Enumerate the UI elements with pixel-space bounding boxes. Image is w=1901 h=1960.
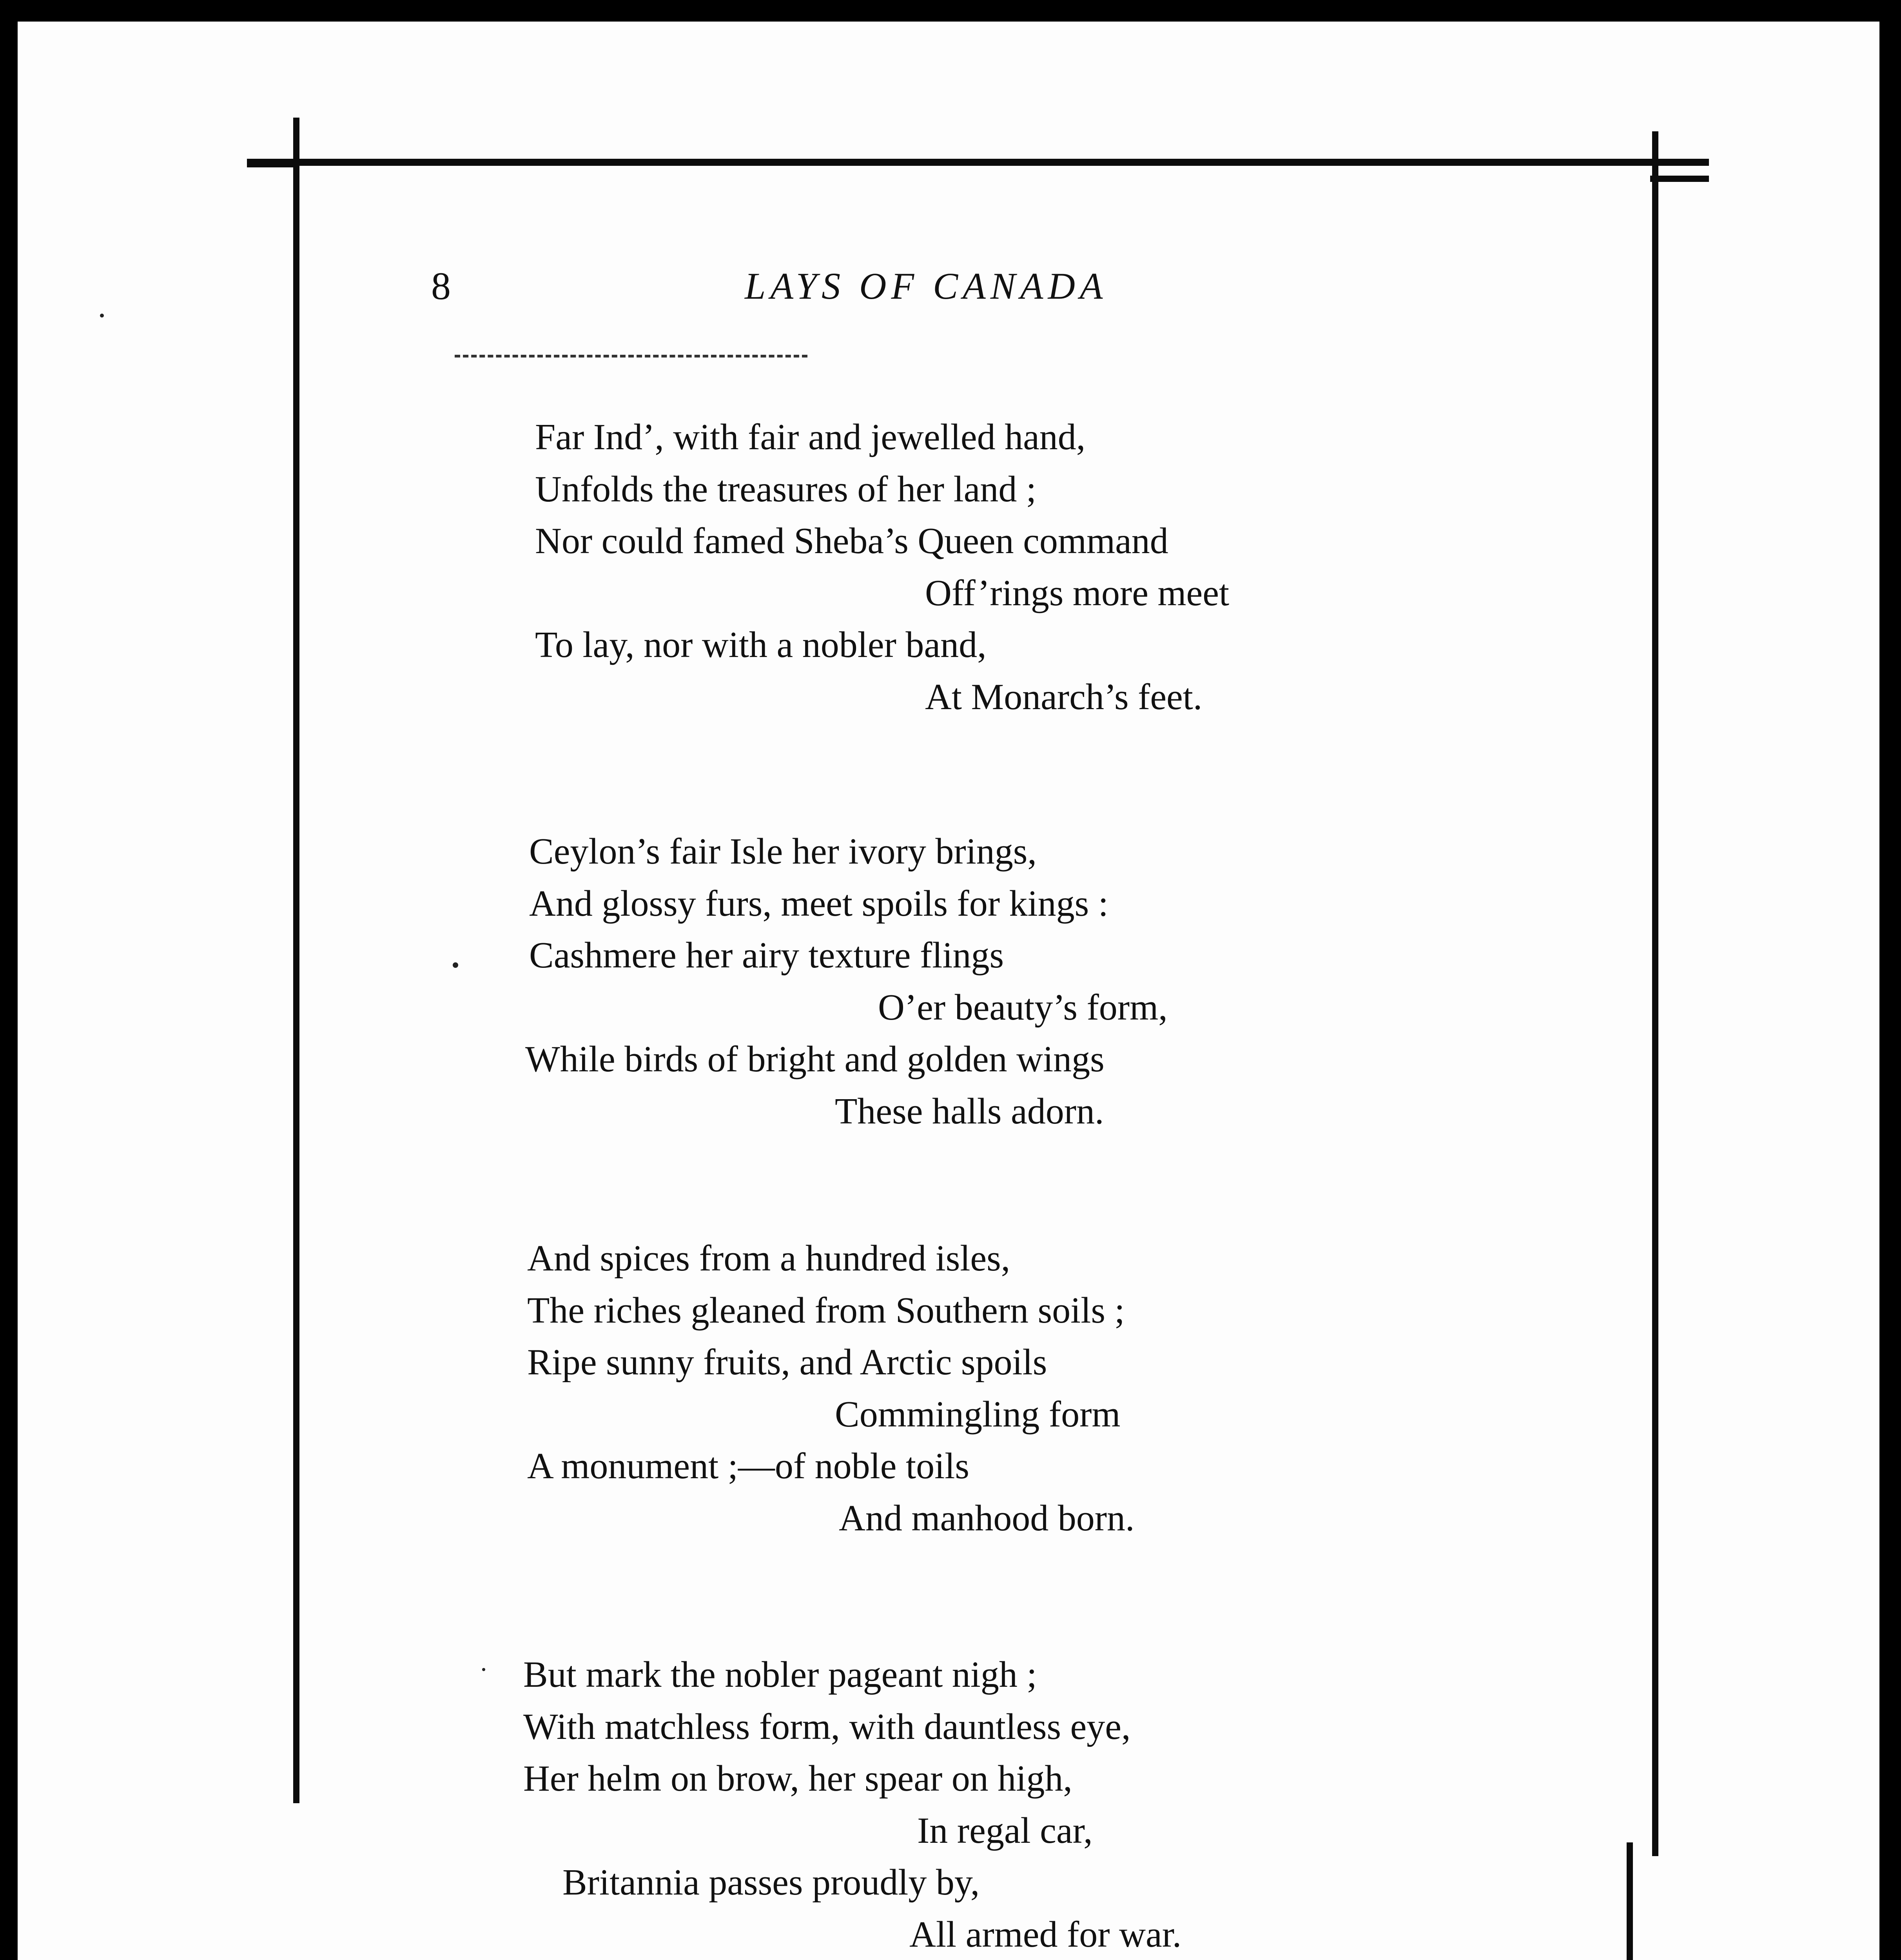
poem-line: Far Ind’, with fair and jewelled hand, (535, 417, 1086, 457)
poem-line: And manhood born. (839, 1498, 1135, 1539)
page-number: 8 (431, 264, 451, 308)
poem-line: Off’rings more meet (925, 573, 1230, 613)
scan-speck (100, 314, 104, 318)
poem-line: At Monarch’s feet. (925, 677, 1203, 717)
poem-line: Britannia passes proudly by, (562, 1862, 980, 1903)
poem-line: Ripe sunny fruits, and Arctic spoils (527, 1342, 1047, 1383)
poem-line: Cashmere her airy texture flings (529, 935, 1004, 976)
poem-line: All armed for war. (909, 1914, 1182, 1955)
poem-line: In regal car, (917, 1810, 1093, 1851)
poem-line: And glossy furs, meet spoils for kings : (529, 883, 1108, 924)
poem-line: To lay, nor with a nobler band, (535, 624, 987, 665)
poem-line: And spices from a hundred isles, (527, 1238, 1010, 1279)
poem-line: The riches gleaned from Southern soils ; (527, 1290, 1125, 1331)
poem-line: O’er beauty’s form, (878, 987, 1168, 1028)
poem-line: With matchless form, with dauntless eye, (523, 1706, 1131, 1747)
poem-line: Ceylon’s fair Isle her ivory brings, (529, 831, 1037, 872)
poem-line: While birds of bright and golden wings (525, 1039, 1105, 1080)
poem-line: These halls adorn. (835, 1091, 1104, 1132)
scan-speck (482, 1668, 485, 1671)
poem-line: A monument ;—of noble toils (527, 1446, 969, 1486)
running-title: LAYS OF CANADA (745, 265, 1108, 307)
poem-line: Nor could famed Sheba’s Queen command (535, 521, 1168, 561)
scan-speck (453, 962, 458, 968)
poem-line: Commingling form (835, 1394, 1121, 1435)
poem-line: But mark the nobler pageant nigh ; (523, 1654, 1037, 1695)
poem-line: Her helm on brow, her spear on high, (523, 1758, 1072, 1799)
poem-line: Unfolds the treasures of her land ; (535, 469, 1037, 510)
